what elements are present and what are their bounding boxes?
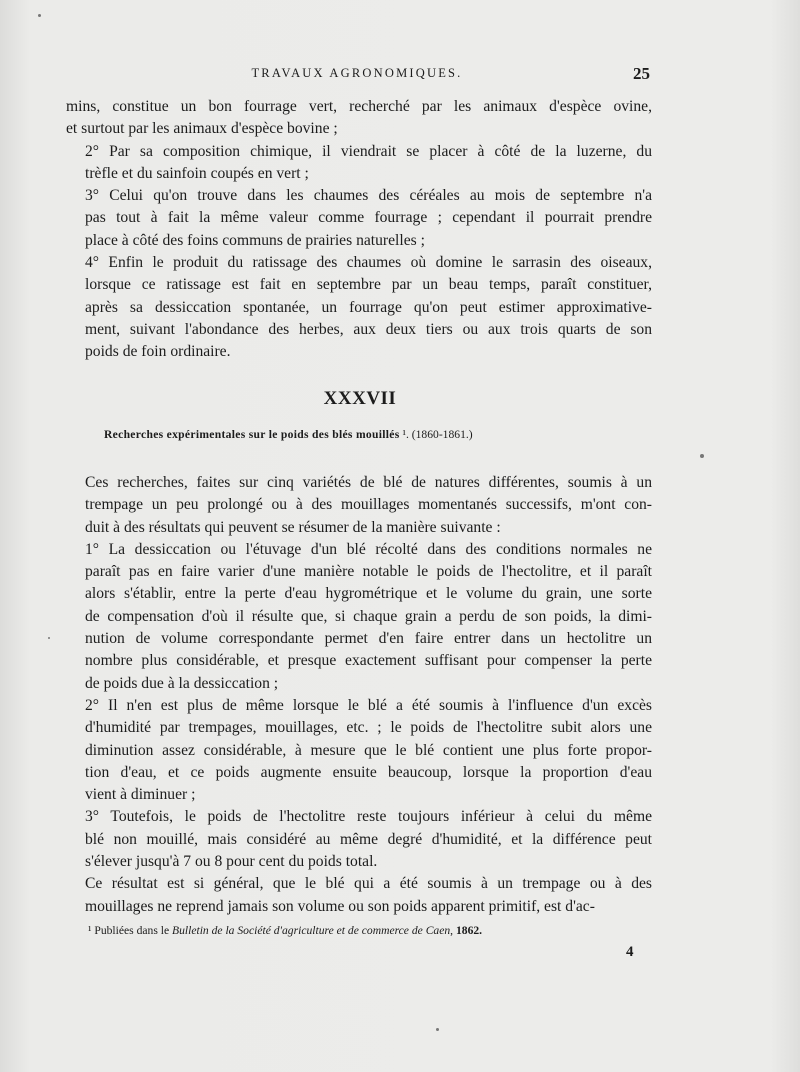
text-line: après sa dessiccation spontanée, un fourrage qu'on peut estimer approximative- [85, 298, 652, 316]
section-number: XXXVII [323, 388, 397, 409]
text-line: Ce résultat est si général, que le blé qui a été soumis à un trempage ou à des [85, 875, 652, 893]
text-line: 3° Toutefois, le poids de l'hectolitre reste toujours inférieur à celui du même [85, 808, 652, 826]
text-line: 3° Celui qu'on trouve dans les chaumes des céréales au mois de septembre n'a [85, 187, 652, 205]
paragraph [66, 141, 652, 186]
text-line: duit à des résultats qui peuvent se résumer de la manière suivante : [85, 518, 501, 536]
text-line: 2° Par sa composition chimique, il viendrait se placer à côté de la luzerne, du [85, 142, 652, 160]
text-line: alors s'établir, entre la perte d'eau hygrométrique et le volume du grain, une sorte [85, 585, 652, 603]
text-line: 1° La dessiccation ou l'étuvage d'un blé récolté dans des conditions normales ne [85, 540, 652, 558]
footnote-publication: Bulletin de la Société d'agriculture et de commerce de Caen [172, 924, 451, 937]
text-line: Ces recherches, faites sur cinq variétés de blé de natures différentes, soumis à un [85, 474, 652, 491]
text-line: d'humidité par trempages, mouillages, etc. ; le poids de l'hectolitre subit alors une [85, 719, 652, 737]
running-title: TRAVAUX AGRONOMIQUES. [251, 66, 463, 80]
footnote-separator: , [450, 924, 454, 937]
text-line: tion d'eau, et ce poids augmente ensuite beaucoup, lorsque la proportion d'eau [85, 763, 652, 781]
footnote-prefix: Publiées dans le [94, 924, 170, 937]
text-line: mins, constitue un bon fourrage vert, recherché par les animaux d'espèce ovine, [66, 98, 652, 115]
body-text-bottom [66, 472, 652, 918]
signature-mark: 4 [626, 944, 634, 960]
body-text-top [66, 96, 652, 364]
running-head [60, 64, 654, 84]
section-title: Recherches expérimentales sur le poids des blés mouillés [104, 428, 400, 441]
text-line: et surtout par les animaux d'espèce bovine ; [66, 120, 338, 138]
text-line: nution de volume correspondante permet d'en faire entrer dans un hectolitre un [85, 630, 652, 648]
paper-speck [48, 637, 50, 639]
paragraph [66, 472, 652, 539]
page-number: 25 [633, 64, 650, 83]
paragraph [66, 539, 652, 695]
text-line: ment, suivant l'abondance des herbes, aux deux tiers ou aux trois quarts de son [85, 320, 652, 338]
paper-speck [436, 1028, 439, 1031]
text-line: pas tout à fait la même valeur comme fourrage ; cependant il pourrait prendre [85, 209, 652, 227]
footnote-reference: ¹. [402, 428, 409, 441]
text-line: 4° Enfin le produit du ratissage des chaumes où domine le sarrasin des oiseaux, [85, 254, 652, 272]
paragraph [66, 873, 652, 918]
paragraph [66, 185, 652, 252]
text-line: lorsque ce ratissage est fait en septembre par un beau temps, paraît constituer, [85, 276, 652, 294]
text-line: paraît pas en faire varier d'une manière notable le poids de l'hectolitre, et il paraît [85, 563, 652, 581]
footnote-year: 1862. [455, 924, 483, 937]
section-heading [104, 428, 664, 441]
paper-speck [38, 14, 41, 17]
paragraph [66, 96, 652, 141]
paragraph [66, 695, 652, 806]
paragraph [66, 806, 652, 873]
text-line: de compensation d'où il résulte que, si chaque grain a perdu de son poids, la dimi- [85, 607, 652, 625]
paragraph [66, 252, 652, 363]
text-line: de poids due à la dessiccation ; [85, 674, 279, 692]
text-line: mouillages ne reprend jamais son volume ou son poids apparent primitif, est d'ac- [85, 897, 595, 915]
text-line: blé non mouillé, mais considéré au même degré d'humidité, et la différence peut [85, 830, 652, 848]
text-line: s'élever jusqu'à 7 ou 8 pour cent du poids total. [85, 853, 378, 871]
text-line: vient à diminuer ; [85, 786, 196, 804]
footnote [88, 924, 648, 937]
section-dates: (1860-1861.) [411, 428, 473, 441]
paper-speck [700, 454, 704, 458]
text-line: nombre plus considérable, et presque exactement suffisant pour compenser la perte [85, 652, 652, 670]
text-line: 2° Il n'en est plus de même lorsque le blé a été soumis à l'influence d'un excès [85, 696, 652, 714]
text-line: diminution assez considérable, à mesure que le blé contient une plus forte propor- [85, 741, 652, 759]
footnote-marker: ¹ [88, 924, 92, 937]
text-line: place à côté des foins communs de prairies naturelles ; [85, 231, 425, 249]
text-line: trempage un peu prolongé ou à des mouillages momentanés successifs, m'ont con- [85, 496, 652, 514]
text-line: trèfle et du sainfoin coupés en vert ; [85, 164, 309, 182]
text-line: poids de foin ordinaire. [85, 343, 231, 361]
